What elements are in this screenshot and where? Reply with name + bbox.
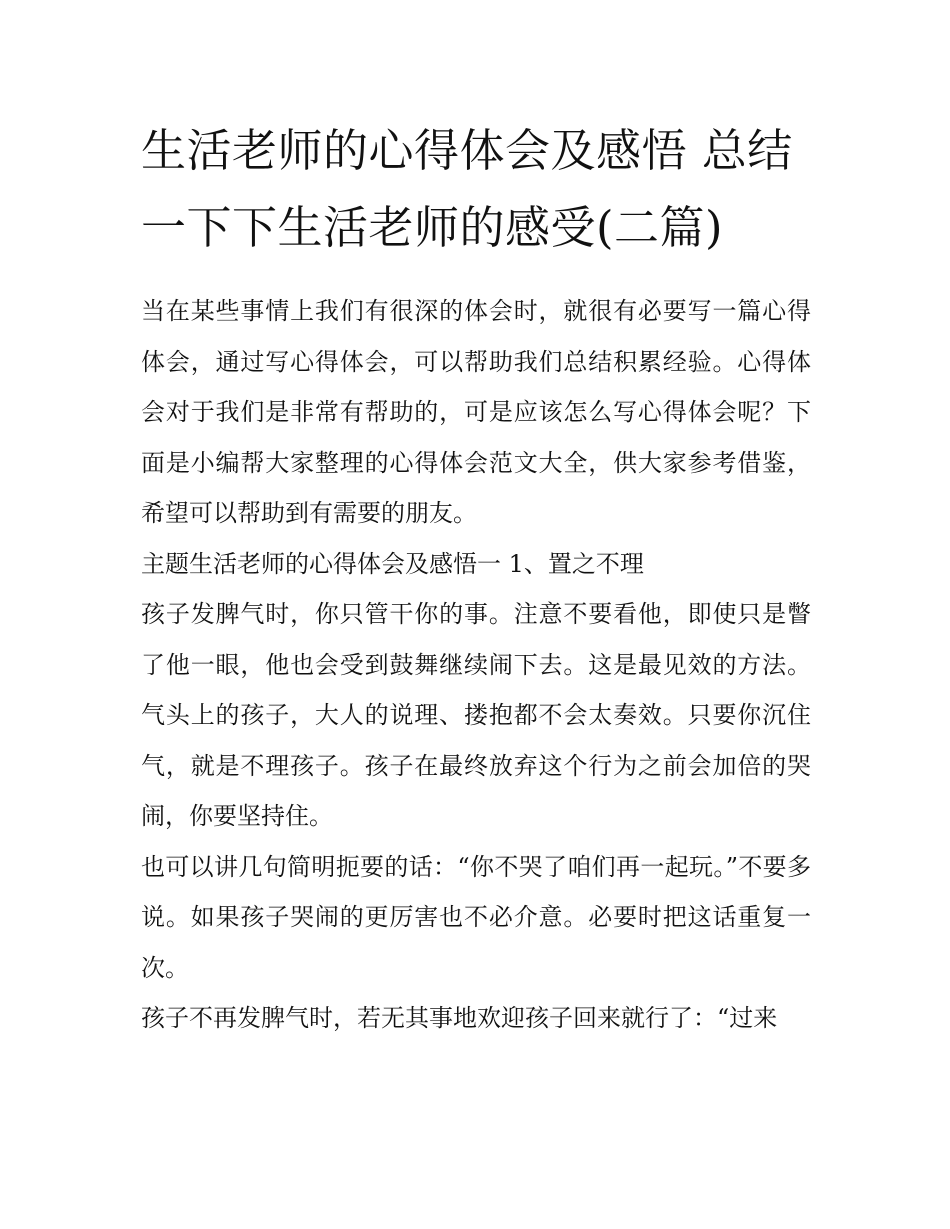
- intro-paragraph: 当在某些事情上我们有很深的体会时，就很有必要写一篇心得体会，通过写心得体会，可以帮助我们总结积累经验。心得体会对于我们是非常有帮助的，可是应该怎么写心得体会呢？下面是小编帮大家整理的心得体会范文大全，供大家参考借鉴，希望可以帮助到有需要的朋友。: [141, 297, 811, 527]
- document-title: 生活老师的心得体会及感悟 总结一下下生活老师的感受(二篇): [141, 124, 793, 254]
- body-paragraph: 孩子不再发脾气时，若无其事地欢迎孩子回来就行了：“过来: [141, 1004, 778, 1032]
- section-heading: 主题生活老师的心得体会及感悟一 1、置之不理: [141, 549, 644, 578]
- body-paragraph: 也可以讲几句简明扼要的话：“你不哭了咱们再一起玩。”不要多说。如果孩子哭闹的更厉害也不必介意。必要时把这话重复一次。: [141, 852, 811, 982]
- document-body: [141, 112, 811, 1044]
- body-paragraph: 孩子发脾气时，你只管干你的事。注意不要看他，即使只是瞥了他一眼，他也会受到鼓舞继续闹下去。这是最见效的方法。气头上的孩子，大人的说理、搂抱都不会太奏效。只要你沉住气，就是不理孩子。孩子在最终放弃这个行为之前会加倍的哭闹，你要坚持住。: [141, 600, 811, 830]
